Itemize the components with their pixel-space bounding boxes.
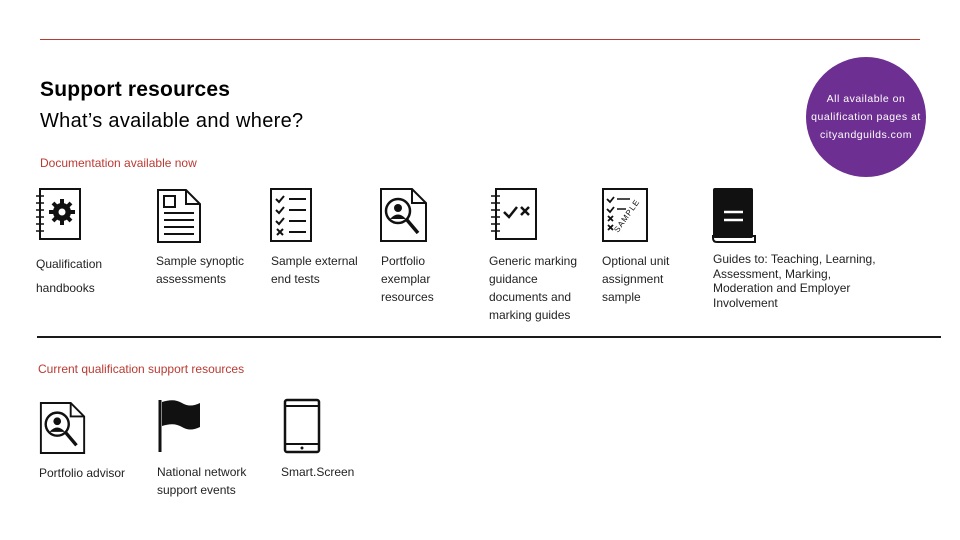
badge-line-1: All available on — [826, 93, 906, 105]
page-title: Support resources — [40, 78, 231, 101]
top-rule — [40, 39, 920, 40]
sample-stamp-icon — [600, 187, 652, 243]
caption-marking-guidance: Generic marking guidance documents and marking guides — [489, 254, 578, 322]
tablet-icon — [283, 398, 321, 454]
badge-line-3: cityandguilds.com — [820, 129, 912, 141]
caption-handbooks: Qualification handbooks — [36, 257, 103, 295]
flag-icon — [156, 398, 202, 454]
caption-optional-unit: Optional unit assignment sample — [602, 254, 670, 304]
documentation-section-label: Documentation available now — [40, 156, 197, 170]
caption-network-events: National network support events — [157, 465, 247, 497]
availability-badge — [806, 57, 926, 177]
checklist-icon — [268, 187, 316, 243]
caption-guides: Guides to: Teaching, Learning, Assessment, Marking, Moderation and Employer Involvement — [713, 252, 876, 310]
current-section-label: Current qualification support resources — [38, 362, 245, 376]
guide-book-icon — [711, 187, 759, 243]
portfolio-magnifier-icon — [378, 187, 430, 243]
caption-portfolio-advisor: Portfolio advisor — [39, 466, 126, 480]
caption-smart-screen: Smart.Screen — [281, 465, 355, 479]
caption-end-tests: Sample external end tests — [271, 254, 358, 286]
handbook-gear-icon — [34, 186, 86, 242]
badge-line-2: qualification pages at — [811, 111, 921, 123]
caption-synoptic: Sample synoptic assessments — [156, 254, 245, 286]
marking-notebook-icon — [488, 186, 540, 242]
caption-portfolio-exemplar: Portfolio exemplar resources — [381, 254, 434, 304]
section-divider — [37, 336, 941, 338]
portfolio-advisor-icon — [38, 400, 88, 456]
svg-text:SAMPLE: SAMPLE — [612, 197, 642, 235]
synoptic-document-icon — [154, 188, 204, 244]
page-subtitle: What’s available and where? — [40, 110, 304, 132]
